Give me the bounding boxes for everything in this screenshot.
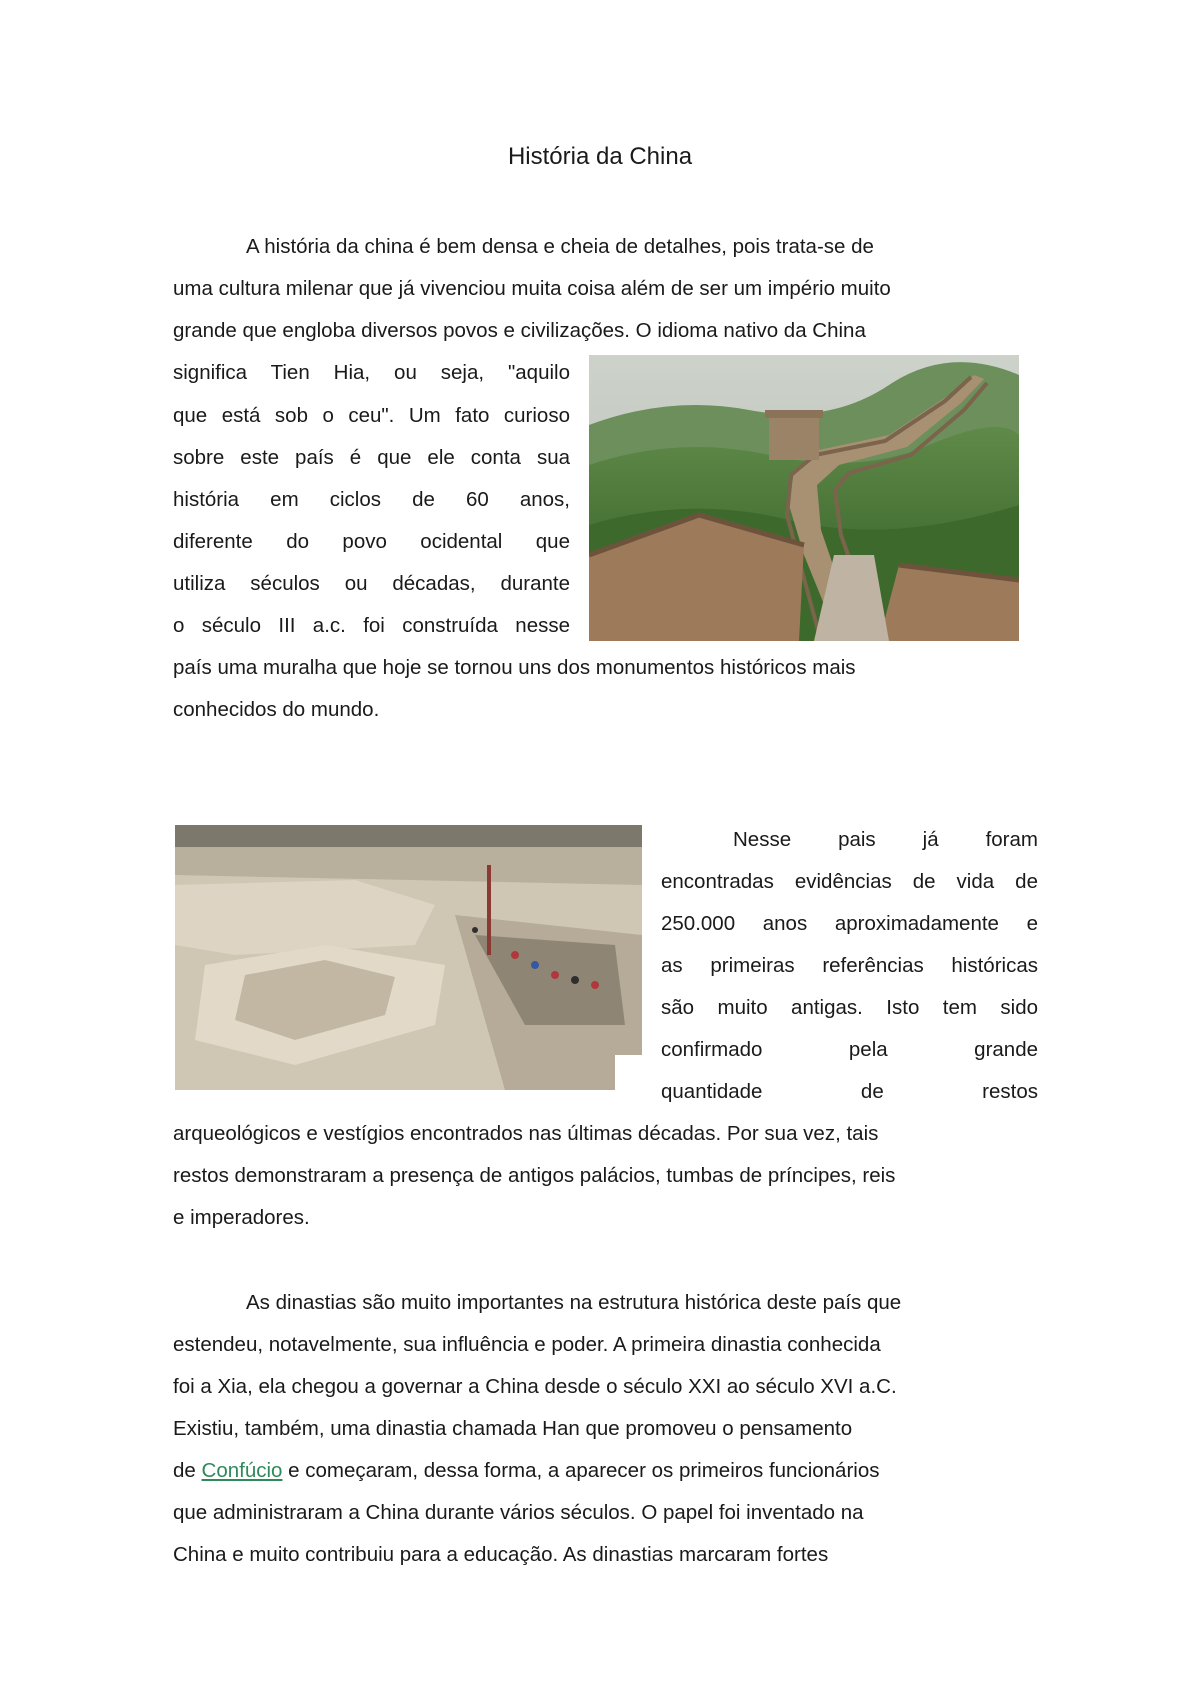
paragraph-2-line-9: restos demonstraram a presença de antigos palácios, tumbas de príncipes, reis [173,1164,896,1187]
paragraph-3-line-5-prefix: de [173,1459,196,1482]
paragraph-2-line-2: encontradas evidências de vida de [661,870,1038,893]
paragraph-2-line-8: arqueológicos e vestígios encontrados nas últimas décadas. Por sua vez, tais [173,1122,879,1145]
paragraph-3-line-5-rest: e começaram, dessa forma, a aparecer os primeiros funcionários [288,1459,880,1482]
paragraph-2-line-3: 250.000 anos aproximadamente e [661,912,1038,935]
paragraph-1-line-7: história em ciclos de 60 anos, [173,488,570,511]
paragraph-2-line-4: as primeiras referências históricas [661,954,1038,977]
paragraph-3-line-2: estendeu, notavelmente, sua influência e poder. A primeira dinastia conhecida [173,1333,881,1356]
paragraph-1-line-1: A história da china é bem densa e cheia de detalhes, pois trata-se de [246,235,874,258]
paragraph-3-line-6: que administraram a China durante vários séculos. O papel foi inventado na [173,1501,864,1524]
paragraph-1-line-11: país uma muralha que hoje se tornou uns dos monumentos históricos mais [173,656,856,679]
paragraph-1-line-2: uma cultura milenar que já vivenciou muita coisa além de ser um império muito [173,277,891,300]
paragraph-2-line-7: quantidade de restos [661,1080,1038,1103]
paragraph-1-line-10: o século III a.c. foi construída nesse [173,614,570,637]
page-title: História da China [507,143,693,170]
paragraph-1-line-6: sobre este país é que ele conta sua [173,446,570,469]
paragraph-1-line-12: conhecidos do mundo. [173,698,380,721]
paragraph-2-line-1: Nesse pais já foram [733,828,1038,851]
paragraph-3-line-7: China e muito contribuiu para a educação. As dinastias marcaram fortes [173,1543,829,1566]
paragraph-3-line-1: As dinastias são muito importantes na estrutura histórica deste país que [246,1291,902,1314]
paragraph-3-line-3: foi a Xia, ela chegou a governar a China desde o século XXI ao século XVI a.C. [173,1375,897,1398]
paragraph-1-line-9: utiliza séculos ou décadas, durante [173,572,570,595]
great-wall-photo [589,355,1019,641]
confucio-link[interactable]: Confúcio [201,1459,283,1482]
paragraph-3-line-4: Existiu, também, uma dinastia chamada Han que promoveu o pensamento [173,1417,853,1440]
paragraph-2-line-5: são muito antigas. Isto tem sido [661,996,1038,1019]
paragraph-1-line-3: grande que engloba diversos povos e civilizações. O idioma nativo da China [173,319,866,342]
paragraph-1-line-8: diferente do povo ocidental que [173,530,570,553]
excavation-photo [175,825,642,1090]
paragraph-3-line-5 [173,1457,879,1485]
paragraph-2-line-10: e imperadores. [173,1206,310,1229]
paragraph-1-line-4: significa Tien Hia, ou seja, "aquilo [173,361,570,384]
paragraph-2-line-6: confirmado pela grande [661,1038,1038,1061]
paragraph-1-line-5: que está sob o ceu". Um fato curioso [173,404,570,427]
